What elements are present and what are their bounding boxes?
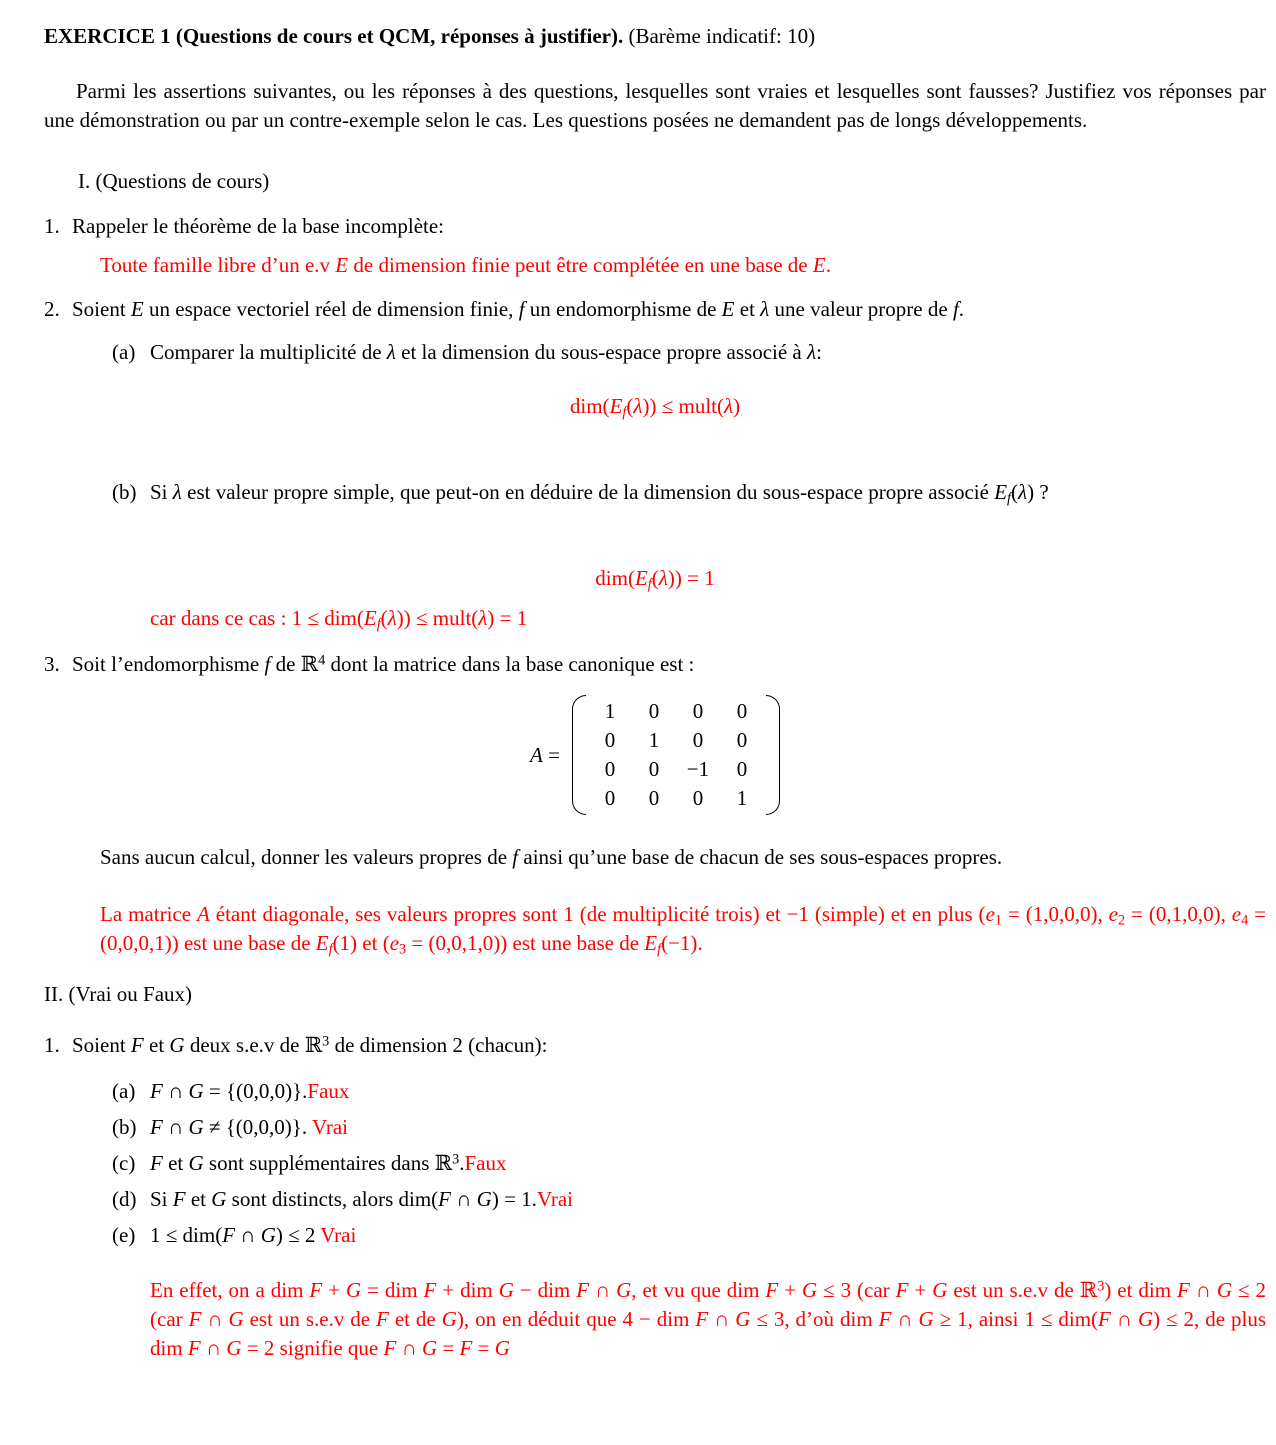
matrix-cell: 0 bbox=[692, 728, 704, 752]
vf-item-e-statement bbox=[150, 1221, 356, 1250]
exercise-title bbox=[44, 22, 1266, 51]
formula-dim-eq-1: $dim(E_f(\lambda)) = 1$ bbox=[595, 566, 715, 593]
matrix-cell: 0 bbox=[648, 699, 660, 723]
vf-item-a-statement bbox=[150, 1077, 349, 1106]
matrix-cell: 0 bbox=[648, 757, 660, 781]
matrix-a bbox=[586, 695, 766, 815]
verdict-text: Faux bbox=[464, 1151, 507, 1175]
vf-item-c-statement bbox=[150, 1149, 506, 1178]
question-1 bbox=[44, 212, 1266, 241]
question-3-label: 3. bbox=[44, 652, 60, 676]
matrix-paren-left bbox=[572, 695, 586, 815]
statement-text: F et G sont supplémentaires dans ℝ$^3$. bbox=[150, 1151, 465, 1175]
vf-question-1-label: 1. bbox=[44, 1033, 60, 1057]
question-3-text2: Sans aucun calcul, donner les valeurs propres de f ainsi qu’une base de chacun de ses sous-espaces propres. bbox=[100, 845, 1003, 869]
vf-item-b-statement bbox=[150, 1113, 348, 1142]
vf-item-d-statement bbox=[150, 1185, 573, 1214]
verdict-text: Vrai bbox=[311, 1115, 349, 1139]
intro-paragraph: Parmi les assertions suivantes, ou les réponses à des questions, lesquelles sont vraies et lesquelles sont fausses? Justifiez vos réponses par une démonstration ou par un contre-exemple selon le cas. Les questions posées ne demandent pas de longs développements. bbox=[44, 79, 1266, 132]
matrix-paren-right bbox=[766, 695, 780, 815]
question-1-label: 1. bbox=[44, 214, 60, 238]
matrix-cell: 0 bbox=[736, 699, 748, 723]
vf-item-a bbox=[112, 1077, 1266, 1106]
vf-item-b bbox=[112, 1113, 1266, 1142]
question-3 bbox=[44, 650, 1266, 679]
matrix-cell: 0 bbox=[692, 699, 704, 723]
matrix-cell: 1 bbox=[604, 699, 616, 723]
formula-dim-le-mult: $dim(E_f(\lambda))$ ≤ mult(λ) bbox=[569, 394, 741, 421]
verdict-text: Faux bbox=[307, 1079, 350, 1103]
matrix-display bbox=[44, 693, 1266, 817]
vf-question-1 bbox=[44, 1031, 1266, 1060]
question-2-text: Soient E un espace vectoriel réel de dimension finie, f un endomorphisme de E et λ une valeur propre de f. bbox=[72, 297, 965, 321]
question-2a-label: (a) bbox=[112, 340, 136, 364]
vf-question-1-text: Soient F et G deux s.e.v de ℝ$^3$ de dimension 2 (chacun): bbox=[72, 1033, 548, 1057]
statement-text: 1 ≤ dim(F ∩ G) ≤ 2 bbox=[150, 1223, 321, 1247]
question-2b-text: Si λ est valeur propre simple, que peut-on en déduire de la dimension du sous-espace propre associé $E_f(\lambda)$ ? bbox=[150, 480, 1049, 507]
vf-item-b-label: (b) bbox=[112, 1115, 137, 1139]
verdict-text: Vrai bbox=[536, 1187, 573, 1211]
matrix-lhs: A = bbox=[530, 742, 560, 767]
vf-item-a-label: (a) bbox=[112, 1079, 136, 1103]
question-3-text: Soit l’endomorphisme f de ℝ$^4$ dont la matrice dans la base canonique est : bbox=[72, 652, 695, 676]
matrix-cell: 0 bbox=[604, 728, 616, 752]
matrix-cell: 0 bbox=[604, 757, 616, 781]
answer-1: Toute famille libre d’un e.v E de dimension finie peut être complétée en une base de E. bbox=[100, 253, 831, 277]
matrix-cell: 0 bbox=[736, 757, 748, 781]
answer-3: La matrice A étant diagonale, ses valeurs propres sont 1 (de multiplicité trois) et −1 (simple) et en plus ($e_1 = (1,0,0,0)$, $e_2 = (0,1,0,0)$, $e_4 = (0,0,0,1)$) est une base de $E_f(1)$ et $(e_3 = (0,0,1,0))$ est une base de $E_f(-1)$. bbox=[100, 902, 1266, 958]
question-2b bbox=[112, 478, 1266, 507]
section-ii-heading: II. (Vrai ou Faux) bbox=[44, 982, 193, 1006]
question-2b-label: (b) bbox=[112, 480, 137, 504]
verdict-text: Vrai bbox=[320, 1223, 357, 1247]
answer-2b-note: car dans ce cas : $1 \le dim(E_f(\lambda))$ ≤ mult(λ) = 1 bbox=[150, 606, 528, 633]
section-i-heading: I. (Questions de cours) bbox=[78, 169, 270, 193]
exercise-title-bold: EXERCICE 1 (Questions de cours et QCM, réponses à justifier). bbox=[44, 24, 624, 48]
matrix-cell: 1 bbox=[648, 728, 660, 752]
vf-item-c bbox=[112, 1149, 1266, 1178]
statement-text: Si F et G sont distincts, alors dim(F ∩ G) = 1. bbox=[150, 1187, 537, 1211]
question-2a bbox=[112, 338, 1266, 367]
vf-item-d-label: (d) bbox=[112, 1187, 137, 1211]
exercise-title-bareme: (Barème indicatif: 10) bbox=[623, 24, 816, 48]
question-2-label: 2. bbox=[44, 297, 60, 321]
vf-item-e bbox=[112, 1221, 1266, 1250]
question-2 bbox=[44, 295, 1266, 324]
matrix-cell: 1 bbox=[736, 786, 748, 810]
matrix-cell: 0 bbox=[648, 786, 660, 810]
matrix-cell: 0 bbox=[604, 786, 616, 810]
question-1-text: Rappeler le théorème de la base incomplète: bbox=[72, 214, 445, 238]
matrix-cell: 0 bbox=[736, 728, 748, 752]
matrix-cell: −1 bbox=[686, 757, 710, 781]
question-2a-text: Comparer la multiplicité de λ et la dimension du sous-espace propre associé à λ: bbox=[150, 340, 822, 364]
vf-item-c-label: (c) bbox=[112, 1151, 136, 1175]
vf-item-e-label: (e) bbox=[112, 1223, 136, 1247]
vf-item-d bbox=[112, 1185, 1266, 1214]
statement-text: F ∩ G = {(0,0,0)}. bbox=[150, 1079, 308, 1103]
vf-justification: En effet, on a dim F + G = dim F + dim G − dim F ∩ G, et vu que dim F + G ≤ 3 (car F + G est un s.e.v de ℝ$^3$) et dim F ∩ G ≤ 2 (car F ∩ G est un s.e.v de F et de G), on en déduit que 4 − dim F ∩ G ≤ 3, d’où dim F ∩ G ≥ 1, ainsi 1 ≤ dim(F ∩ G) ≤ 2, de plus dim F ∩ G = 2 signifie que F ∩ G = F = G bbox=[150, 1278, 1267, 1360]
statement-text: F ∩ G ≠ {(0,0,0)}. bbox=[150, 1115, 312, 1139]
matrix-cell: 0 bbox=[692, 786, 704, 810]
